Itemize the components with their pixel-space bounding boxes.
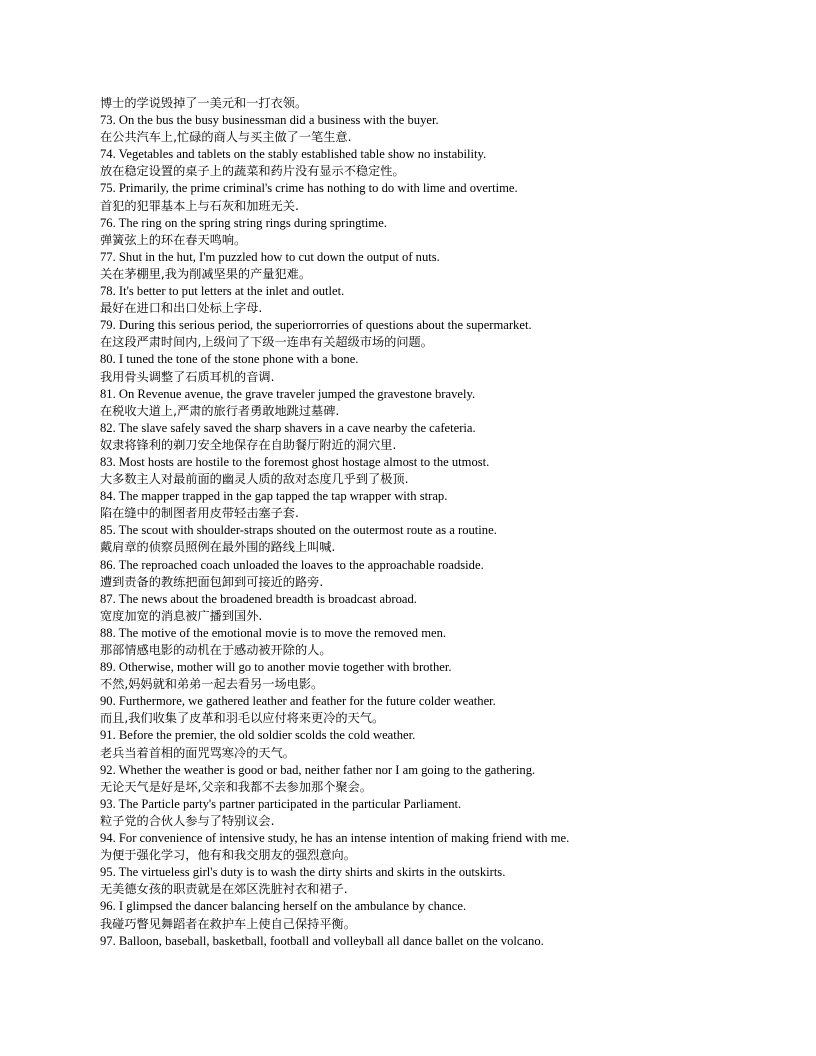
text-line: 遭到责备的教练把面包卸到可接近的路旁. [100, 574, 324, 589]
text-line: 88. The motive of the emotional movie is to move the removed men. [100, 625, 447, 640]
document-body [100, 95, 720, 950]
text-line: 75. Primarily, the prime criminal's crime has nothing to do with lime and overtime. [100, 181, 518, 196]
text-line: 83. Most hosts are hostile to the foremost ghost hostage almost to the utmost. [100, 454, 490, 469]
text-line: 我用骨头调整了石质耳机的音调. [100, 369, 275, 384]
text-line: 那部情感电影的动机在于感动被开除的人。 [100, 643, 332, 657]
text-line: 大多数主人对最前面的幽灵人质的敌对态度几乎到了极顶. [100, 472, 409, 487]
text-line: 89. Otherwise, mother will go to another movie together with brother. [100, 660, 452, 675]
text-line: 76. The ring on the spring string rings during springtime. [100, 215, 387, 230]
text-line: 宽度加宽的消息被广播到国外. [100, 608, 263, 623]
text-line: 在税收大道上,严肃的旅行者勇敢地跳过墓碑. [100, 403, 340, 418]
text-line: 在这段严肃时间内,上级问了下级一连串有关超级市场的问题。 [100, 335, 433, 350]
text-line: 为便于强化学习，他有和我交朋友的强烈意向。 [100, 848, 356, 863]
text-line: 弹簧弦上的环在春天鸣响。 [100, 232, 247, 247]
text-line: 90. Furthermore, we gathered leather and feather for the future colder weather. [100, 694, 496, 709]
text-line: 96. I glimpsed the dancer balancing herself on the ambulance by chance. [100, 899, 467, 914]
text-line: 85. The scout with shoulder-straps shouted on the outermost route as a routine. [100, 523, 497, 538]
text-line: 78. It's better to put letters at the inlet and outlet. [100, 284, 345, 299]
text-line: 94. For convenience of intensive study, he has an intense intention of making friend with me. [100, 831, 570, 846]
text-line: 无美德女孩的职责就是在郊区洗脏衬衣和裙子. [100, 882, 348, 897]
text-line: 86. The reproached coach unloaded the loaves to the approachable roadside. [100, 557, 484, 572]
text-line: 81. On Revenue avenue, the grave traveler jumped the gravestone bravely. [100, 386, 476, 401]
text-line: 80. I tuned the tone of the stone phone with a bone. [100, 352, 359, 367]
text-line: 97. Balloon, baseball, basketball, football and volleyball all dance ballet on the volcano. [100, 933, 544, 948]
text-line: 博士的学说毁掉了一美元和一打衣领。 [100, 96, 308, 110]
text-line: 95. The virtueless girl's duty is to wash the dirty shirts and skirts in the outskirts. [100, 865, 506, 880]
text-line: 戴肩章的侦察员照例在最外围的路线上叫喊. [100, 540, 336, 555]
text-line: 93. The Particle party's partner participated in the particular Parliament. [100, 796, 462, 811]
text-line: 老兵当着首相的面咒骂寒冷的天气。 [100, 745, 295, 760]
text-line: 77. Shut in the hut, I'm puzzled how to cut down the output of nuts. [100, 249, 440, 264]
text-line: 不然,妈妈就和弟弟一起去看另一场电影。 [100, 677, 324, 692]
text-line: 陷在缝中的制图者用皮带轻击塞子套. [100, 506, 299, 521]
text-line: 在公共汽车上,忙碌的商人与买主做了一笔生意. [100, 130, 352, 145]
text-line: 最好在进口和出口处标上字母. [100, 301, 263, 316]
text-line: 84. The mapper trapped in the gap tapped the tap wrapper with strap. [100, 489, 448, 504]
text-line: 74. Vegetables and tablets on the stably established table show no instability. [100, 147, 487, 162]
text-line: 奴隶将锋利的剃刀安全地保存在自助餐厅附近的洞穴里. [100, 437, 397, 452]
text-line: 91. Before the premier, the old soldier scolds the cold weather. [100, 728, 416, 743]
text-line: 首犯的犯罪基本上与石灰和加班无关. [100, 198, 299, 213]
text-line: 关在茅棚里,我为削减坚果的产量犯难。 [100, 266, 312, 281]
text-line: 而且,我们收集了皮革和羽毛以应付将来更冷的天气。 [100, 711, 385, 726]
text-line: 82. The slave safely saved the sharp shavers in a cave nearby the cafeteria. [100, 420, 476, 435]
text-line: 79. During this serious period, the superiorrorries of questions about the supermarket. [100, 318, 532, 333]
text-line: 92. Whether the weather is good or bad, neither father nor I am going to the gathering. [100, 762, 536, 777]
text-line: 放在稳定设置的桌子上的蔬菜和药片没有显示不稳定性。 [100, 164, 405, 179]
text-line: 73. On the bus the busy businessman did a business with the buyer. [100, 113, 439, 128]
text-line: 无论天气是好是坏,父亲和我都不去参加那个聚会。 [100, 779, 372, 794]
text-line: 我碰巧瞥见舞蹈者在救护车上使自己保持平衡。 [100, 916, 356, 931]
text-line: 87. The news about the broadened breadth is broadcast abroad. [100, 591, 417, 606]
text-line: 粒子党的合伙人参与了特别议会. [100, 813, 275, 828]
